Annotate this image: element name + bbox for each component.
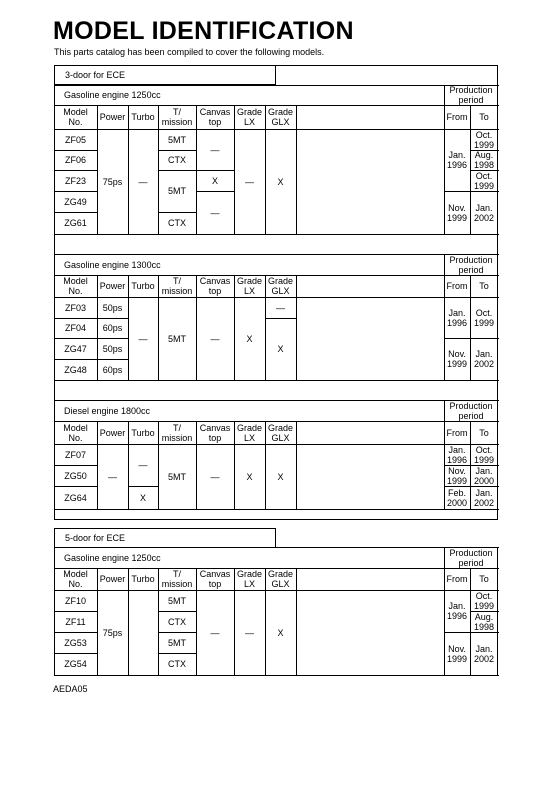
- column-line: [158, 275, 159, 381]
- to-cell: Oct. 1999: [473, 590, 495, 611]
- header-transmission: T/ mission: [161, 276, 193, 296]
- header-grade-lx: Grade LX: [236, 276, 263, 296]
- rule-line: [470, 338, 499, 339]
- header-grade-lx: Grade LX: [236, 422, 263, 443]
- to-cell: Oct. 1999: [473, 129, 495, 150]
- transmission-cell: CTX: [168, 218, 186, 228]
- header-canvas-top: Canvas top: [199, 422, 231, 443]
- column-line: [296, 105, 297, 235]
- rule-line: [470, 632, 499, 633]
- column-line: [265, 421, 266, 510]
- column-line: [196, 568, 197, 676]
- header-turbo: Turbo: [131, 112, 155, 122]
- column-line: [470, 568, 471, 676]
- transmission-cell: 5MT: [168, 637, 186, 648]
- column-line: [234, 421, 235, 510]
- column-line: [196, 421, 197, 510]
- engine-label: Gasoline engine 1300cc: [64, 259, 161, 270]
- rule-line: [54, 486, 98, 487]
- transmission-cell: CTX: [168, 659, 186, 669]
- header-model-no: Model No.: [63, 569, 88, 589]
- rule-line: [97, 338, 129, 339]
- header-grade-lx: Grade LX: [236, 569, 263, 589]
- production-period-header: Production period: [449, 547, 493, 568]
- production-period-header: Production period: [449, 85, 493, 105]
- power-cell: 60ps: [102, 364, 123, 375]
- column-line: [234, 568, 235, 676]
- rule-line: [54, 547, 499, 548]
- canvas-top-cell: —: [210, 627, 220, 638]
- rule-line: [196, 170, 235, 171]
- rule-line: [444, 338, 471, 339]
- column-line: [470, 275, 471, 381]
- to-cell: Jan. 2002: [473, 643, 495, 664]
- to-cell: Oct. 1999: [473, 444, 495, 465]
- column-line: [444, 400, 445, 510]
- header-to: To: [479, 427, 489, 438]
- rule-line: [54, 150, 98, 151]
- column-line: [234, 275, 235, 381]
- power-cell: 75ps: [102, 176, 123, 187]
- model-no-cell: ZF10: [64, 595, 87, 606]
- column-line: [444, 254, 445, 381]
- canvas-top-cell: —: [210, 471, 220, 482]
- header-power: Power: [99, 281, 126, 291]
- column-line: [265, 105, 266, 235]
- grade-lx-cell: X: [246, 333, 253, 344]
- rule-line: [54, 675, 499, 676]
- rule-line: [158, 170, 197, 171]
- rule-line: [470, 191, 499, 192]
- rule-line: [54, 632, 98, 633]
- rule-line: [54, 380, 499, 381]
- header-from: From: [446, 574, 468, 584]
- rule-line: [54, 105, 445, 106]
- rule-line: [444, 421, 499, 422]
- transmission-cell: 5MT: [168, 186, 186, 196]
- rule-line: [54, 338, 98, 339]
- rule-line: [54, 465, 98, 466]
- header-from: From: [446, 281, 468, 291]
- column-line: [158, 421, 159, 510]
- rule-line: [54, 611, 98, 612]
- column-line: [296, 275, 297, 381]
- grade-glx-cell: X: [277, 176, 284, 187]
- grade-glx-cell: X: [277, 627, 284, 638]
- engine-label: Gasoline engine 1250cc: [64, 552, 161, 563]
- from-cell: Jan. 1996: [446, 601, 468, 621]
- power-cell: 60ps: [102, 323, 123, 333]
- grade-glx-cell: —: [276, 302, 285, 313]
- rule-line: [444, 191, 471, 192]
- rule-line: [444, 105, 499, 106]
- column-line: [265, 568, 266, 676]
- rule-line: [54, 653, 98, 654]
- to-cell: Oct. 1999: [473, 170, 495, 191]
- canvas-top-cell: —: [210, 144, 220, 155]
- model-no-cell: ZG47: [64, 343, 87, 354]
- model-no-cell: ZF06: [64, 155, 87, 165]
- to-cell: Aug. 1998: [473, 611, 495, 632]
- transmission-cell: CTX: [168, 616, 186, 627]
- from-cell: Nov. 1999: [446, 465, 468, 486]
- header-model-no: Model No.: [63, 276, 88, 296]
- model-no-cell: ZG54: [64, 659, 87, 669]
- model-no-cell: ZG48: [64, 364, 87, 375]
- column-line: [97, 275, 98, 381]
- grade-lx-cell: X: [246, 471, 253, 482]
- rule-line: [158, 611, 197, 612]
- model-no-cell: ZG64: [64, 492, 87, 503]
- canvas-top-cell: —: [210, 207, 220, 218]
- footer-code: AEDA05: [53, 684, 88, 694]
- header-power: Power: [99, 574, 126, 584]
- header-power: Power: [99, 427, 126, 438]
- to-cell: Jan. 2002: [473, 349, 495, 369]
- to-cell: Jan. 2000: [473, 465, 495, 486]
- rule-line: [444, 275, 499, 276]
- from-cell: Jan. 1996: [446, 444, 468, 465]
- rule-line: [128, 486, 159, 487]
- rule-line: [54, 85, 499, 86]
- header-to: To: [479, 281, 489, 291]
- five-door-panel: [54, 547, 498, 676]
- from-cell: Nov. 1999: [446, 643, 468, 664]
- grade-glx-cell: X: [277, 344, 284, 354]
- column-line: [296, 568, 297, 676]
- header-transmission: T/ mission: [161, 107, 193, 127]
- header-transmission: T/ mission: [161, 422, 193, 443]
- header-grade-lx: Grade LX: [236, 107, 263, 127]
- model-no-cell: ZF23: [64, 175, 87, 186]
- rule-line: [158, 150, 197, 151]
- rule-line: [97, 318, 129, 319]
- transmission-cell: 5MT: [168, 471, 186, 482]
- power-cell: 50ps: [102, 343, 123, 354]
- canvas-top-cell: X: [211, 175, 219, 186]
- rule-line: [158, 653, 197, 654]
- power-cell: 50ps: [102, 302, 123, 313]
- model-no-cell: ZF07: [64, 449, 87, 460]
- column-line: [158, 568, 159, 676]
- production-period-header: Production period: [449, 400, 493, 421]
- model-no-cell: ZG53: [64, 637, 87, 648]
- rule-line: [265, 318, 297, 319]
- model-no-cell: ZG50: [64, 470, 87, 481]
- rule-line: [54, 212, 98, 213]
- to-cell: Oct. 1999: [473, 307, 495, 328]
- rule-line: [158, 212, 197, 213]
- header-turbo: Turbo: [131, 281, 155, 291]
- canvas-top-cell: —: [210, 333, 220, 344]
- header-from: From: [446, 112, 468, 122]
- model-no-cell: ZF11: [65, 616, 86, 627]
- header-from: From: [446, 427, 468, 438]
- turbo-cell: X: [139, 492, 147, 503]
- rule-line: [97, 359, 129, 360]
- rule-line: [54, 590, 499, 591]
- to-cell: Jan. 2002: [473, 487, 495, 508]
- rule-line: [54, 170, 98, 171]
- header-turbo: Turbo: [131, 574, 155, 584]
- column-line: [128, 105, 129, 235]
- rule-line: [54, 234, 499, 235]
- header-canvas-top: Canvas top: [199, 276, 231, 296]
- rule-line: [54, 359, 98, 360]
- rule-line: [54, 254, 499, 255]
- model-no-cell: ZF04: [64, 323, 87, 333]
- header-transmission: T/ mission: [161, 569, 193, 589]
- column-line: [444, 547, 445, 676]
- section-label-3door: 3-door for ECE: [54, 65, 276, 85]
- header-grade-glx: Grade GLX: [267, 107, 294, 127]
- column-line: [444, 85, 445, 235]
- model-no-cell: ZF03: [64, 302, 87, 313]
- turbo-cell: —: [138, 460, 148, 470]
- section-label-5door: 5-door for ECE: [54, 528, 276, 548]
- column-line: [128, 275, 129, 381]
- transmission-cell: 5MT: [168, 134, 186, 145]
- header-turbo: Turbo: [131, 427, 155, 438]
- rule-line: [54, 129, 499, 130]
- header-grade-glx: Grade GLX: [267, 276, 294, 296]
- rule-line: [54, 297, 499, 298]
- column-line: [97, 568, 98, 676]
- power-cell: 75ps: [102, 627, 123, 638]
- transmission-cell: 5MT: [168, 333, 186, 344]
- from-cell: Nov. 1999: [446, 202, 468, 223]
- engine-label: Diesel engine 1800cc: [64, 405, 151, 416]
- column-line: [128, 568, 129, 676]
- rule-line: [54, 400, 499, 401]
- column-line: [296, 421, 297, 510]
- header-canvas-top: Canvas top: [199, 107, 231, 127]
- production-period-header: Production period: [449, 254, 493, 275]
- transmission-cell: CTX: [168, 155, 186, 165]
- header-grade-glx: Grade GLX: [267, 569, 294, 589]
- rule-line: [54, 191, 98, 192]
- rule-line: [196, 191, 235, 192]
- header-to: To: [479, 112, 489, 122]
- from-cell: Nov. 1999: [446, 349, 468, 369]
- header-to: To: [479, 574, 489, 584]
- header-model-no: Model No.: [63, 107, 88, 127]
- column-line: [196, 275, 197, 381]
- header-power: Power: [99, 112, 126, 122]
- header-canvas-top: Canvas top: [199, 569, 231, 589]
- grade-lx-cell: —: [245, 176, 254, 187]
- turbo-cell: —: [138, 333, 148, 344]
- turbo-cell: —: [138, 176, 148, 187]
- transmission-cell: 5MT: [168, 595, 186, 606]
- column-line: [265, 275, 266, 381]
- rule-line: [444, 568, 499, 569]
- rule-line: [444, 632, 471, 633]
- from-cell: Jan. 1996: [446, 307, 468, 328]
- model-no-cell: ZG61: [64, 218, 87, 228]
- page-title: MODEL IDENTIFICATION: [53, 17, 354, 45]
- page-subtitle: This parts catalog has been compiled to cover the following models.: [54, 47, 325, 57]
- column-line: [128, 421, 129, 510]
- rule-line: [158, 632, 197, 633]
- grade-glx-cell: X: [277, 471, 284, 482]
- to-cell: Aug. 1998: [473, 150, 495, 170]
- rule-line: [54, 318, 98, 319]
- grade-lx-cell: —: [245, 627, 254, 638]
- model-no-cell: ZF05: [64, 134, 87, 145]
- power-cell: —: [108, 471, 117, 482]
- engine-label: Gasoline engine 1250cc: [64, 90, 161, 100]
- from-cell: Jan. 1996: [446, 150, 468, 170]
- header-model-no: Model No.: [63, 422, 88, 443]
- rule-line: [54, 444, 499, 445]
- to-cell: Jan. 2002: [473, 202, 495, 223]
- from-cell: Feb. 2000: [446, 487, 468, 508]
- rule-line: [54, 509, 499, 510]
- model-no-cell: ZG49: [64, 196, 87, 207]
- header-grade-glx: Grade GLX: [267, 422, 294, 443]
